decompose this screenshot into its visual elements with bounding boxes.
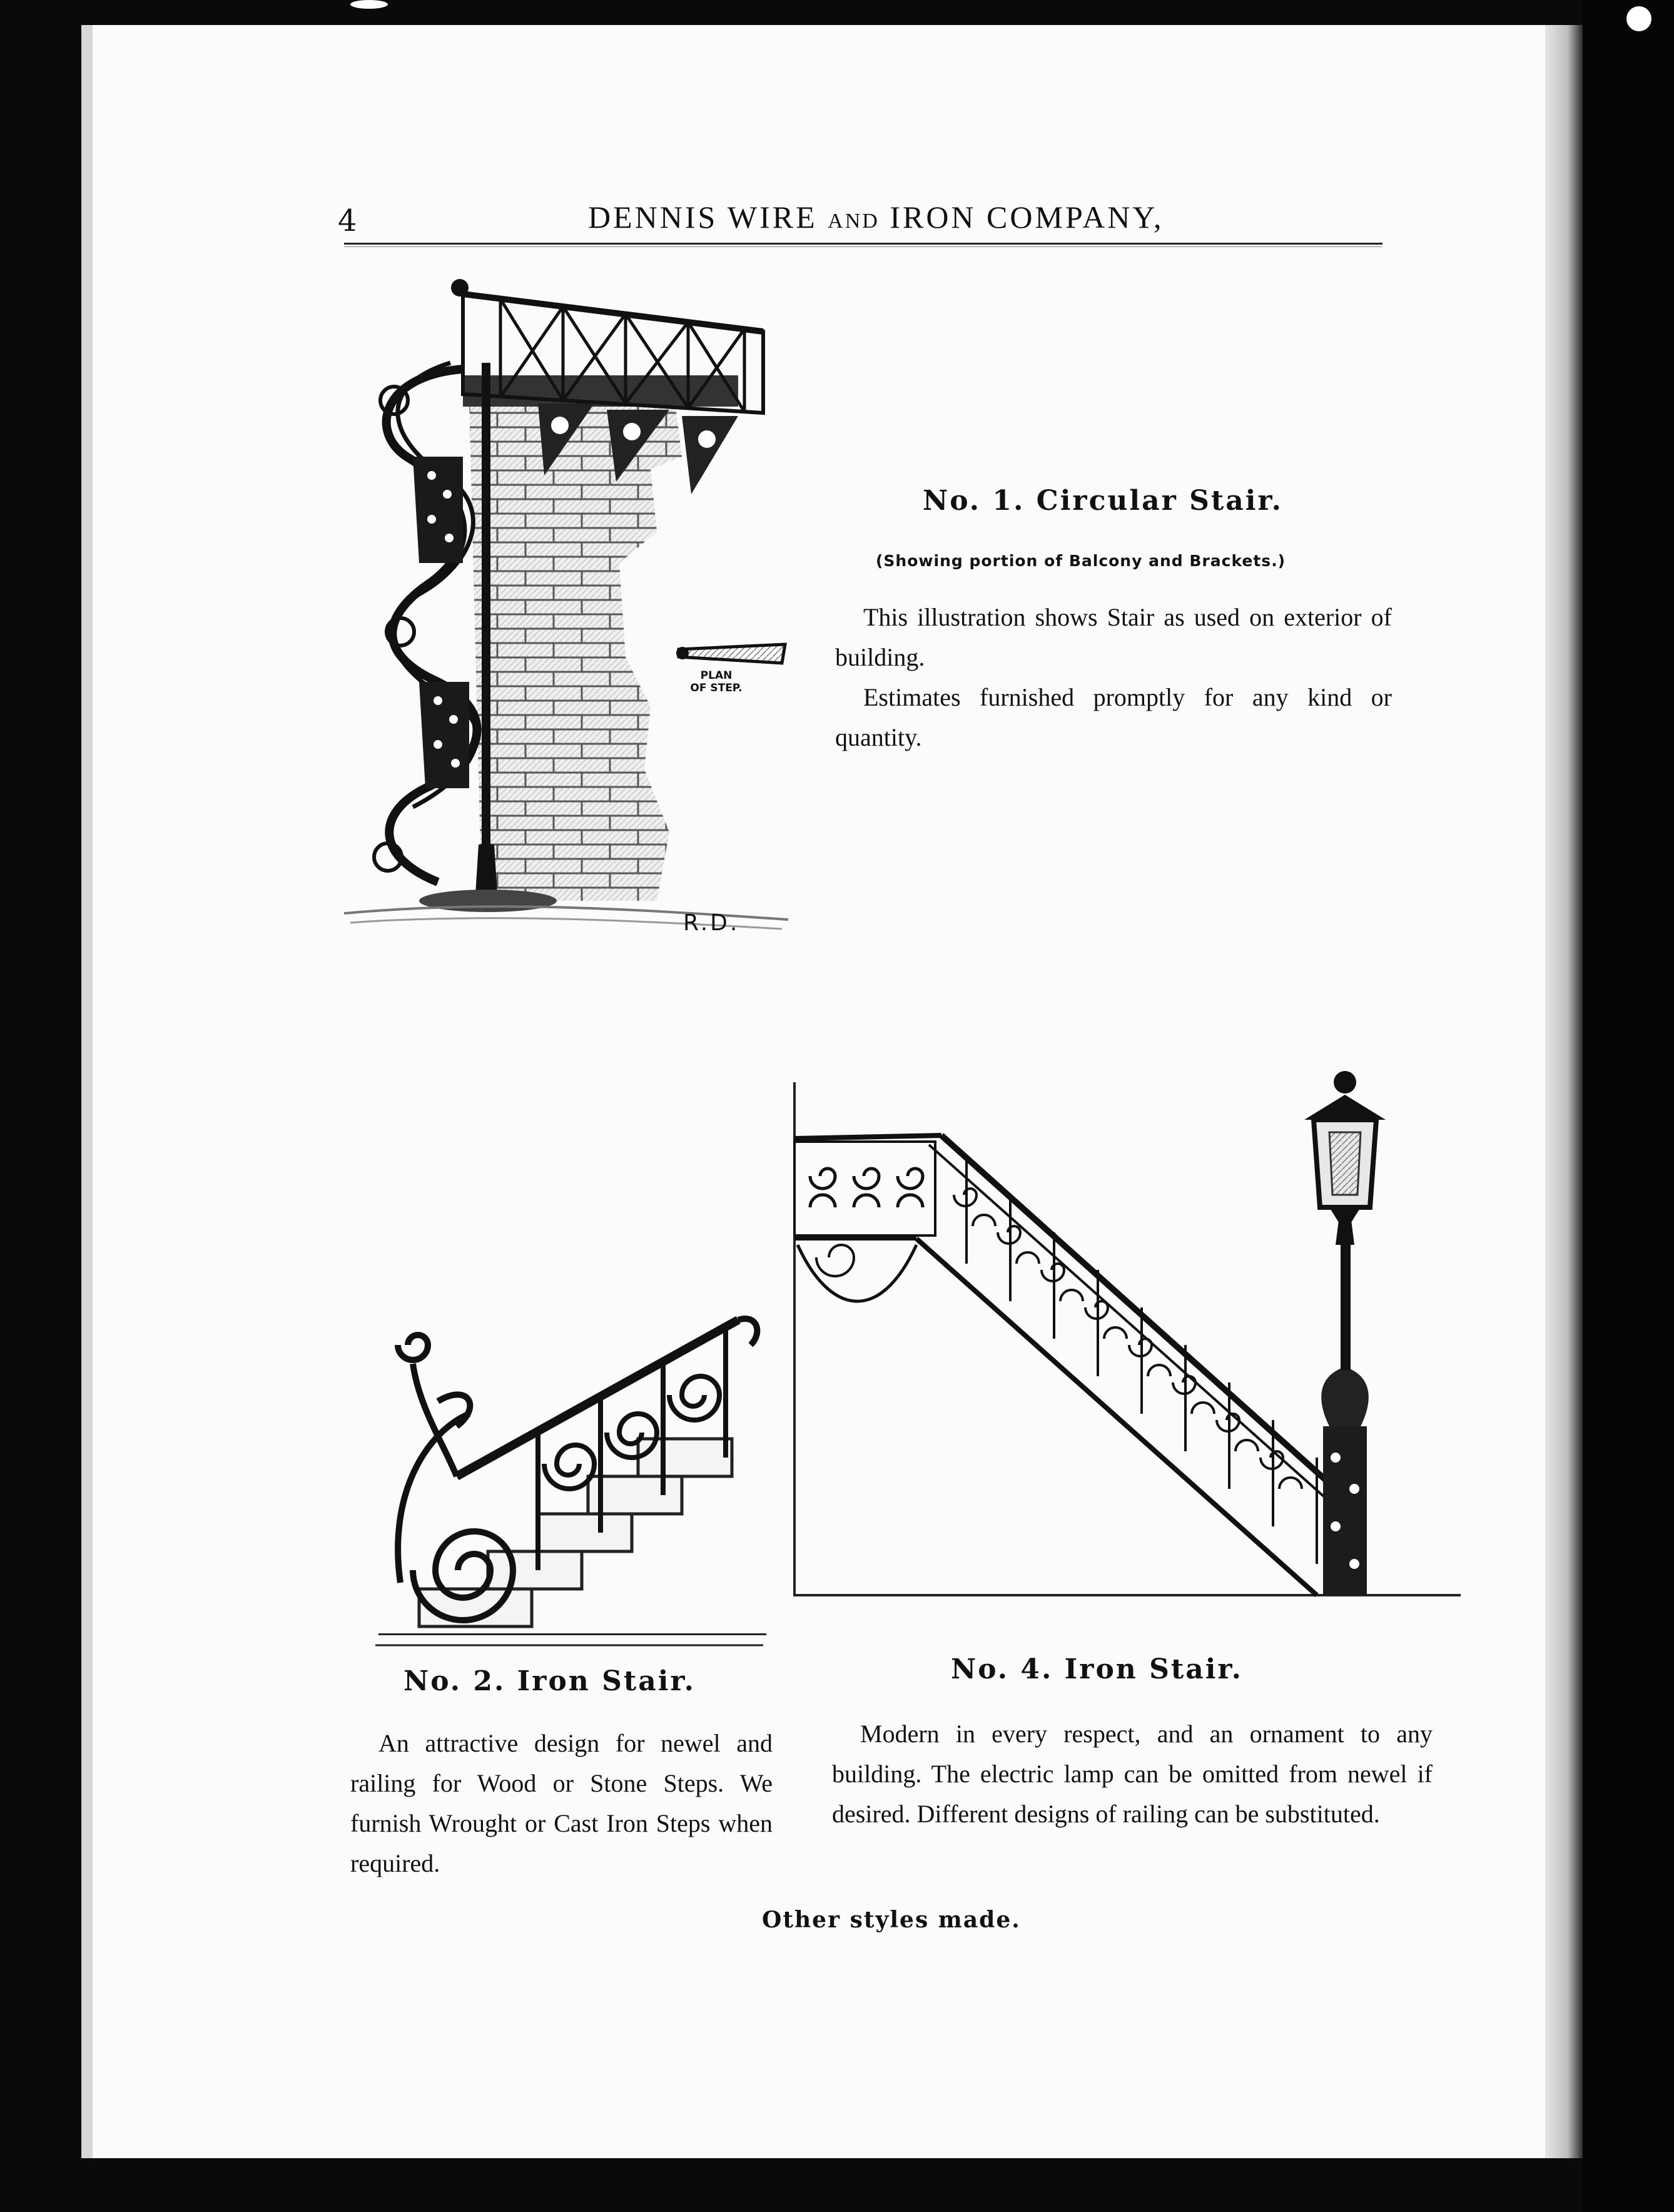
page-edge-strip <box>1545 25 1583 2158</box>
running-head <box>588 199 1164 235</box>
stair1-heading: No. 1. Circular Stair. <box>923 485 1283 517</box>
plan-label-line1: PLAN <box>700 669 733 682</box>
stair1-description <box>835 597 1392 758</box>
scan-border <box>1583 0 1674 2212</box>
stair4-description <box>832 1714 1433 1834</box>
header-rule <box>344 243 1382 247</box>
footer-note: Other styles made. <box>762 1907 1021 1933</box>
iron-stair-2-illustration <box>375 1307 776 1658</box>
stair4-heading: No. 4. Iron Stair. <box>951 1653 1243 1685</box>
stair2-description <box>350 1723 773 1884</box>
running-head-part2: AND <box>828 210 880 233</box>
scan-speck <box>350 0 388 9</box>
iron-stair-4-illustration <box>791 1051 1467 1601</box>
page-number: 4 <box>338 203 357 238</box>
stair2-paragraph: An attractive design for newel and railing for Wood or Stone Steps. We furnish Wrought or Cast Iron Steps when required. <box>350 1729 773 1877</box>
running-head-part1: DENNIS WIRE <box>588 200 818 235</box>
plan-of-step-label <box>679 669 754 694</box>
plan-label-line2: OF STEP. <box>690 682 743 694</box>
stair1-subheading: (Showing portion of Balcony and Brackets.) <box>876 552 1286 570</box>
stair2-heading: No. 2. Iron Stair. <box>403 1665 696 1697</box>
stair4-paragraph: Modern in every respect, and an ornament to any building. The electric lamp can be omitted from newel if desired. Different designs of railing can be substituted. <box>832 1720 1433 1828</box>
stair1-paragraph-1: This illustration shows Stair as used on exterior of building. <box>835 603 1392 671</box>
circular-stair-illustration <box>357 269 807 957</box>
stair1-paragraph-2: Estimates furnished promptly for any kind or quantity. <box>835 683 1392 751</box>
running-head-part3: IRON COMPANY, <box>890 200 1164 235</box>
stair2-illustration-rule <box>378 1633 766 1635</box>
artist-mark: R.D. <box>683 910 740 936</box>
scan-speck <box>1626 6 1651 31</box>
